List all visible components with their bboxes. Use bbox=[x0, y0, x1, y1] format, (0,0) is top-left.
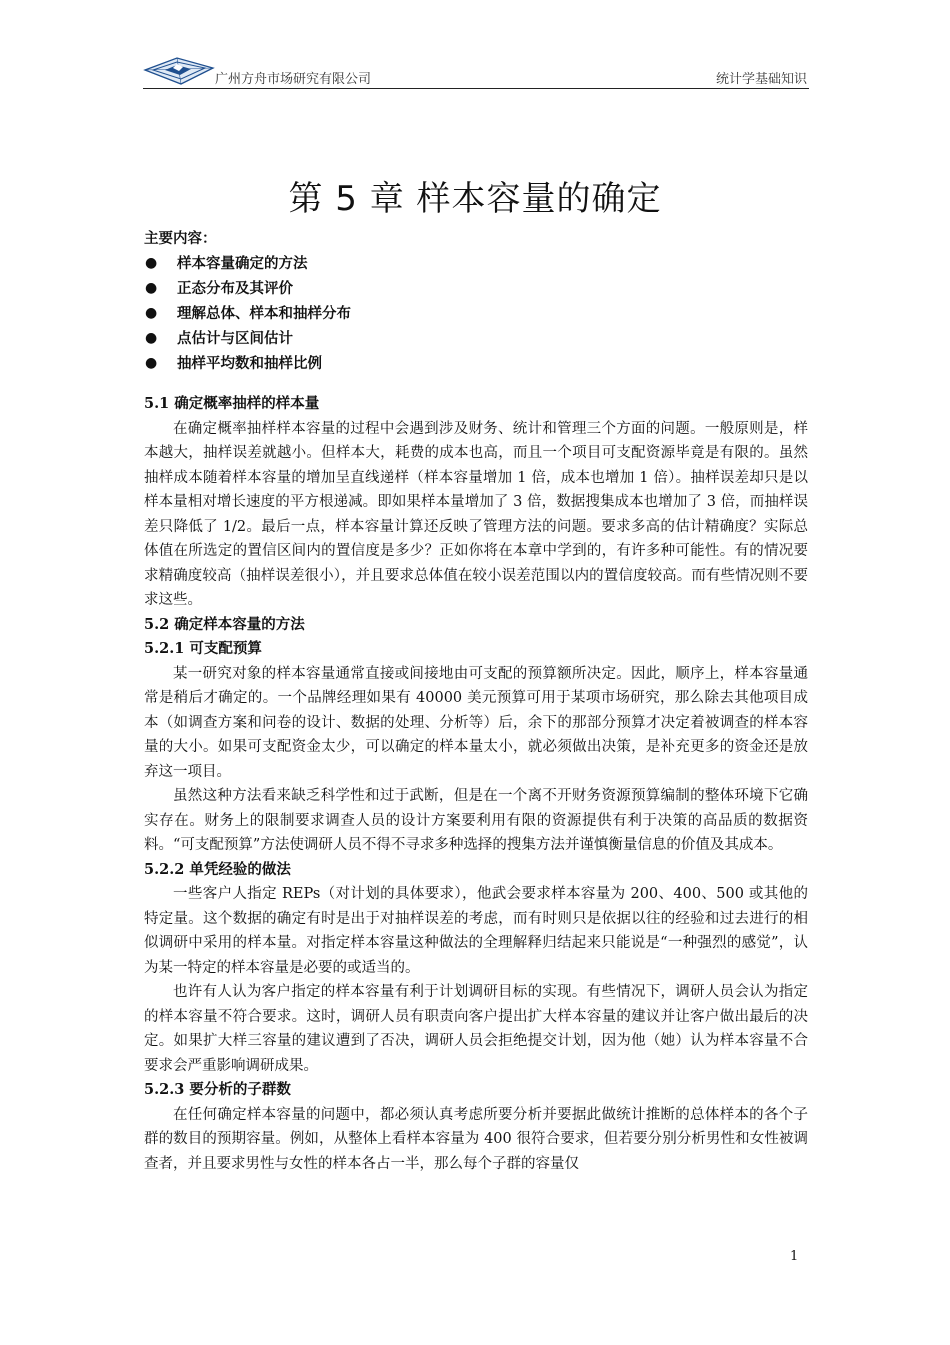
company-logo-icon bbox=[143, 56, 215, 86]
section-heading-5-2: 5.2 确定样本容量的方法 bbox=[144, 615, 305, 633]
toc-heading: 主要内容： bbox=[144, 230, 217, 247]
toc-item-text: 理解总体、样本和抽样分布 bbox=[177, 305, 351, 322]
spacer bbox=[144, 376, 808, 392]
toc-item bbox=[144, 351, 808, 376]
toc-list bbox=[144, 251, 808, 376]
document-category: 统计学基础知识 bbox=[715, 72, 807, 87]
paragraph: 某一研究对象的样本容量通常直接或间接地由可支配的预算额所决定。因此，顺序上，样本容量通常是稍后才确定的。一个品牌经理如果有 40000 美元预算可用于某项市场研究，那么除去其他项目成本（如调查方案和问卷的设计、数据的处理、分析等）后，余下的那部分预算才决定着被调查的样本容量的大小。如果可支配资金太少，可以确定的样本量太小，就必须做出决策，是补充更多的资金还是放弃这一项目。 bbox=[144, 665, 808, 780]
chapter-title: 第 5 章 样本容量的确定 bbox=[288, 178, 662, 219]
bullet-icon: ● bbox=[145, 305, 158, 321]
section-heading-5-1: 5.1 确定概率抽样的样本量 bbox=[144, 395, 320, 412]
section-heading-5-2-2: 5.2.2 单凭经验的做法 bbox=[144, 860, 291, 878]
toc-item-text: 点估计与区间估计 bbox=[177, 330, 293, 347]
paragraph: 也许有人认为客户指定的样本容量有利于计划调研目标的实现。有些情况下，调研人员会认为指定的样本容量不符合要求。这时，调研人员有职责向客户提出扩大样本容量的建议并让客户做出最后的决定。如果扩大样三容量的建议遭到了否决，调研人员会拒绝提交计划，因为他（她）认为样本容量不合要求会严重影响调研成果。 bbox=[144, 984, 808, 1074]
toc-item-text: 正态分布及其评价 bbox=[177, 280, 293, 297]
toc-item-text: 抽样平均数和抽样比例 bbox=[177, 355, 322, 372]
section-heading-5-2-1: 5.2.1 可支配预算 bbox=[144, 640, 262, 657]
toc-item bbox=[144, 276, 808, 301]
toc-item bbox=[144, 326, 808, 351]
page-number: 1 bbox=[790, 1249, 799, 1264]
toc-item-text: 样本容量确定的方法 bbox=[177, 255, 308, 272]
paragraph: 在任何确定样本容量的问题中，都必须认真考虑所要分析并要据此做统计推断的总体样本的各个子群的数目的预期容量。例如，从整体上看样本容量为 400 很符合要求，但若要分别分析男性和女性被调查者，并且要求男性与女性的样本各占一半，那么每个子群的容量仅 bbox=[144, 1106, 808, 1172]
page-header bbox=[143, 56, 809, 89]
bullet-icon: ● bbox=[145, 255, 158, 271]
company-name: 广州方舟市场研究有限公司 bbox=[215, 72, 372, 87]
toc-item bbox=[144, 251, 808, 276]
bullet-icon: ● bbox=[145, 330, 158, 346]
paragraph: 虽然这种方法看来缺乏科学性和过于武断，但是在一个离不开财务资源预算编制的整体环境下它确实存在。财务上的限制要求调查人员的设计方案要利用有限的资源提供有利于决策的高品质的数据资料。“可支配预算”方法使调研人员不得不寻求多种选择的搜集方法并谨慎衡量信息的价值及其成本。 bbox=[144, 788, 808, 853]
section-heading-5-2-3: 5.2.3 要分析的子群数 bbox=[144, 1081, 291, 1098]
page-content bbox=[144, 226, 808, 1176]
toc-item bbox=[144, 301, 808, 326]
bullet-icon: ● bbox=[145, 280, 158, 296]
bullet-icon: ● bbox=[145, 355, 158, 371]
paragraph: 在确定概率抽样样本容量的过程中会遇到涉及财务、统计和管理三个方面的问题。一般原则是，样本越大，抽样误差就越小。但样本大，耗费的成本也高，而且一个项目可支配资源毕竟是有限的。虽然抽样成本随着样本容量的增加呈直线递样（样本容量增加 1 倍，成本也增加 1 倍）。抽样误差却只是以样本量相对增长速度的平方根递减。即如果样本量增加了 3 倍，数据搜集成本也增加了 3 倍，而抽样误差只降低了 1/2。最后一点，样本容量计算还反映了管理方法的问题。要求多高的估计精确度？实际总体值在所选定的置信区间内的置信度是多少？正如你将在本章中学到的，有许多种可能性。有的情况要求精确度较高（抽样误差很小），并且要求总体值在较小误差范围以内的置信度较高。而有些情况则不要求这些。 bbox=[144, 420, 808, 608]
paragraph: 一些客户人指定 REPs（对计划的具体要求），他武会要求样本容量为 200、400、500 或其他的特定量。这个数据的确定有时是出于对抽样误差的考虑，而有时则只是依据以往的经验和过去进行的相似调研中采用的样本量。对指定样本容量这种做法的全理解释归结起来只能说是“一种强烈的感觉”，认为某一特定的样本容量是必要的或适当的。 bbox=[144, 886, 808, 976]
